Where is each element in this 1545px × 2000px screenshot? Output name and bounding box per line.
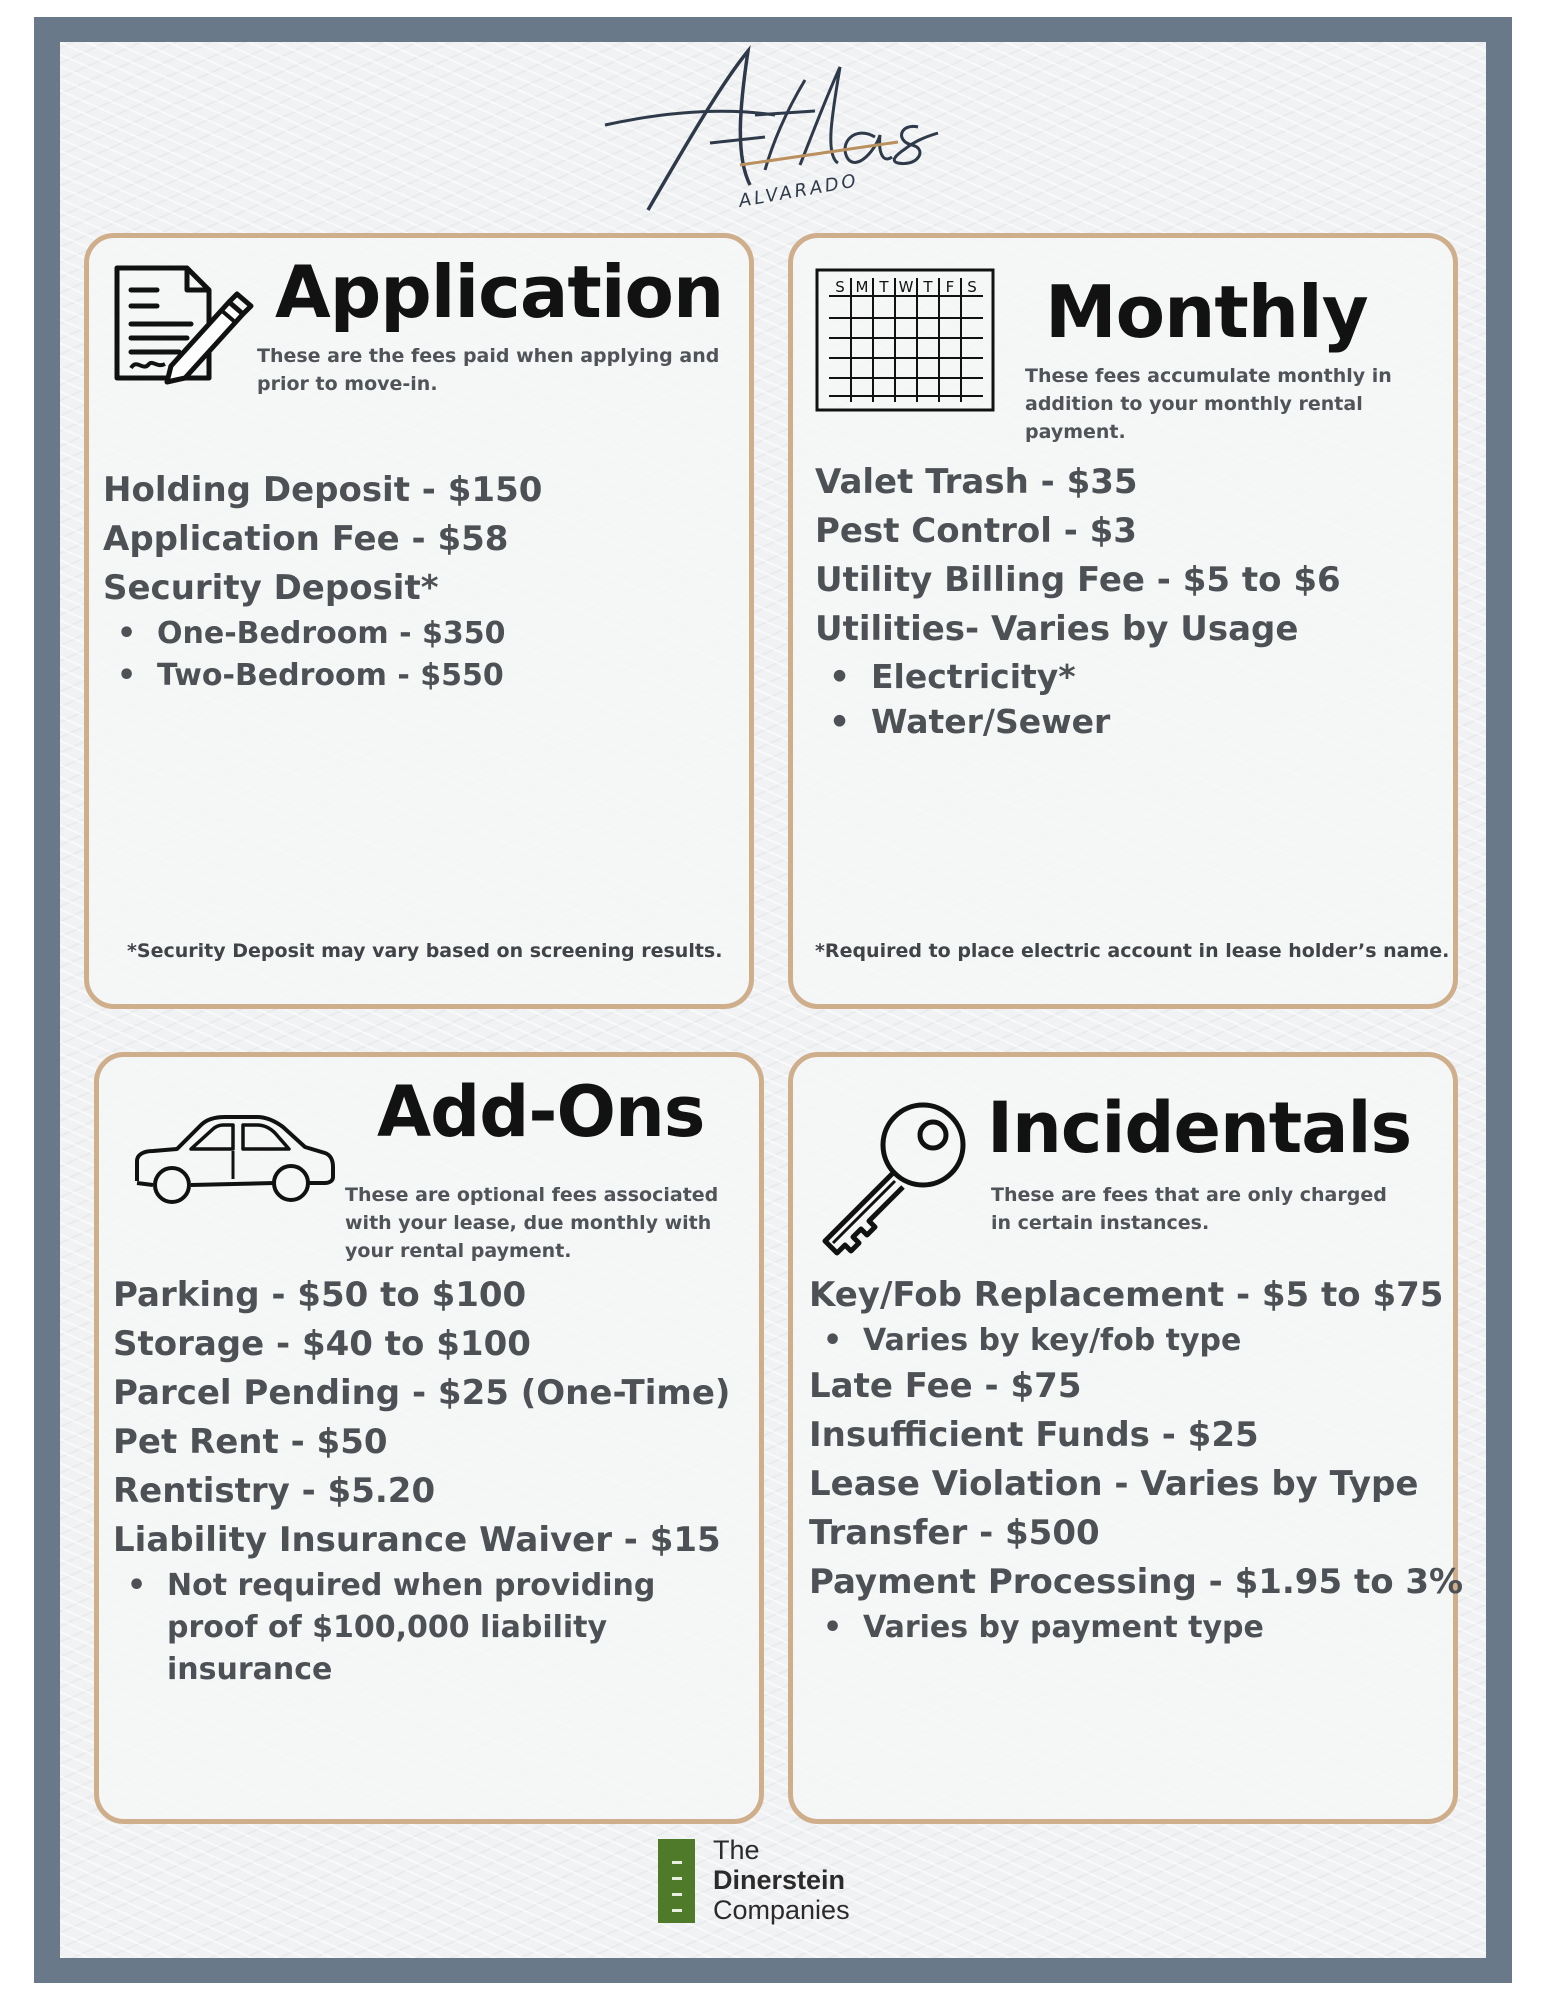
fee-sub-item: • Not required when providing proof of $100,000 liability insurance	[113, 1565, 727, 1691]
calendar-day-label: S	[967, 278, 977, 296]
addons-card	[94, 1052, 764, 1824]
fee-sub-item: • Water/Sewer	[815, 699, 1341, 744]
dinerstein-logo	[658, 1837, 898, 1933]
addons-description: These are optional fees associated with your lease, due monthly with your rental payment.	[345, 1184, 719, 1262]
document-pen-icon	[109, 258, 259, 408]
fee-sub-item: • Electricity*	[815, 654, 1341, 699]
fee-item: Application Fee - $58	[103, 519, 509, 559]
addons-fee-list	[113, 1271, 730, 1691]
calendar-day-label: W	[898, 278, 914, 296]
calendar-day-label: S	[835, 278, 845, 296]
fee-sub-item: • Varies by key/fob type	[809, 1320, 1463, 1362]
fee-item: Parking - $50 to $100	[113, 1275, 527, 1315]
monthly-card	[788, 233, 1458, 1009]
incidentals-description: These are fees that are only charged in certain instances.	[991, 1184, 1387, 1234]
fee-item: Liability Insurance Waiver - $15	[113, 1520, 721, 1560]
calendar-day-label: T	[923, 278, 933, 296]
monthly-footnote: *Required to place electric account in lease holder’s name.	[815, 940, 1450, 962]
fee-item: Payment Processing - $1.95 to 3%	[809, 1562, 1464, 1602]
company-name-line3: Companies	[713, 1895, 850, 1925]
fee-item: Holding Deposit - $150	[103, 470, 543, 510]
dinerstein-mark	[658, 1839, 695, 1923]
atlas-alvarado-logo	[600, 45, 940, 225]
fee-item: Key/Fob Replacement - $5 to $75	[809, 1275, 1444, 1315]
calendar-day-label: F	[945, 278, 955, 296]
incidentals-fee-list	[809, 1271, 1463, 1649]
application-card	[84, 233, 754, 1009]
fee-item: Security Deposit*	[103, 568, 439, 608]
fee-item: Storage - $40 to $100	[113, 1324, 531, 1364]
incidentals-title: Incidentals	[987, 1087, 1412, 1169]
fee-item: Lease Violation - Varies by Type	[809, 1464, 1419, 1504]
fee-item: Rentistry - $5.20	[113, 1471, 436, 1511]
monthly-title: Monthly	[1045, 270, 1368, 354]
monthly-description: These fees accumulate monthly in addition to your monthly rental payment.	[1025, 365, 1392, 443]
brand-location: ALVARADO	[737, 170, 861, 212]
fee-item: Transfer - $500	[809, 1513, 1100, 1553]
key-icon	[811, 1097, 971, 1257]
application-title: Application	[275, 250, 724, 334]
fee-item: Parcel Pending - $25 (One-Time)	[113, 1373, 731, 1413]
fee-item: Utilities- Varies by Usage	[815, 609, 1299, 649]
fee-item: Pest Control - $3	[815, 511, 1137, 551]
fee-item: Insufficient Funds - $25	[809, 1415, 1259, 1455]
fee-item: Utility Billing Fee - $5 to $6	[815, 560, 1341, 600]
calendar-day-label: M	[855, 278, 869, 296]
fee-sub-item: • Two-Bedroom - $550	[103, 655, 542, 697]
calendar-icon	[815, 268, 995, 412]
company-name-line1: The	[713, 1835, 760, 1865]
fee-item: Pet Rent - $50	[113, 1422, 388, 1462]
application-description: These are the fees paid when applying and prior to move-in.	[257, 345, 720, 395]
application-footnote: *Security Deposit may vary based on screening results.	[127, 940, 723, 962]
addons-title: Add-Ons	[377, 1071, 705, 1153]
monthly-fee-list	[815, 458, 1341, 744]
company-name-line2: Dinerstein	[713, 1865, 846, 1895]
fee-sub-item: • One-Bedroom - $350	[103, 613, 542, 655]
car-icon	[129, 1111, 339, 1211]
fee-item: Valet Trash - $35	[815, 462, 1138, 502]
application-fee-list	[103, 466, 542, 697]
fee-item: Late Fee - $75	[809, 1366, 1082, 1406]
calendar-day-label: T	[879, 278, 889, 296]
incidentals-card	[788, 1052, 1464, 1824]
fee-sub-item: • Varies by payment type	[809, 1607, 1463, 1649]
